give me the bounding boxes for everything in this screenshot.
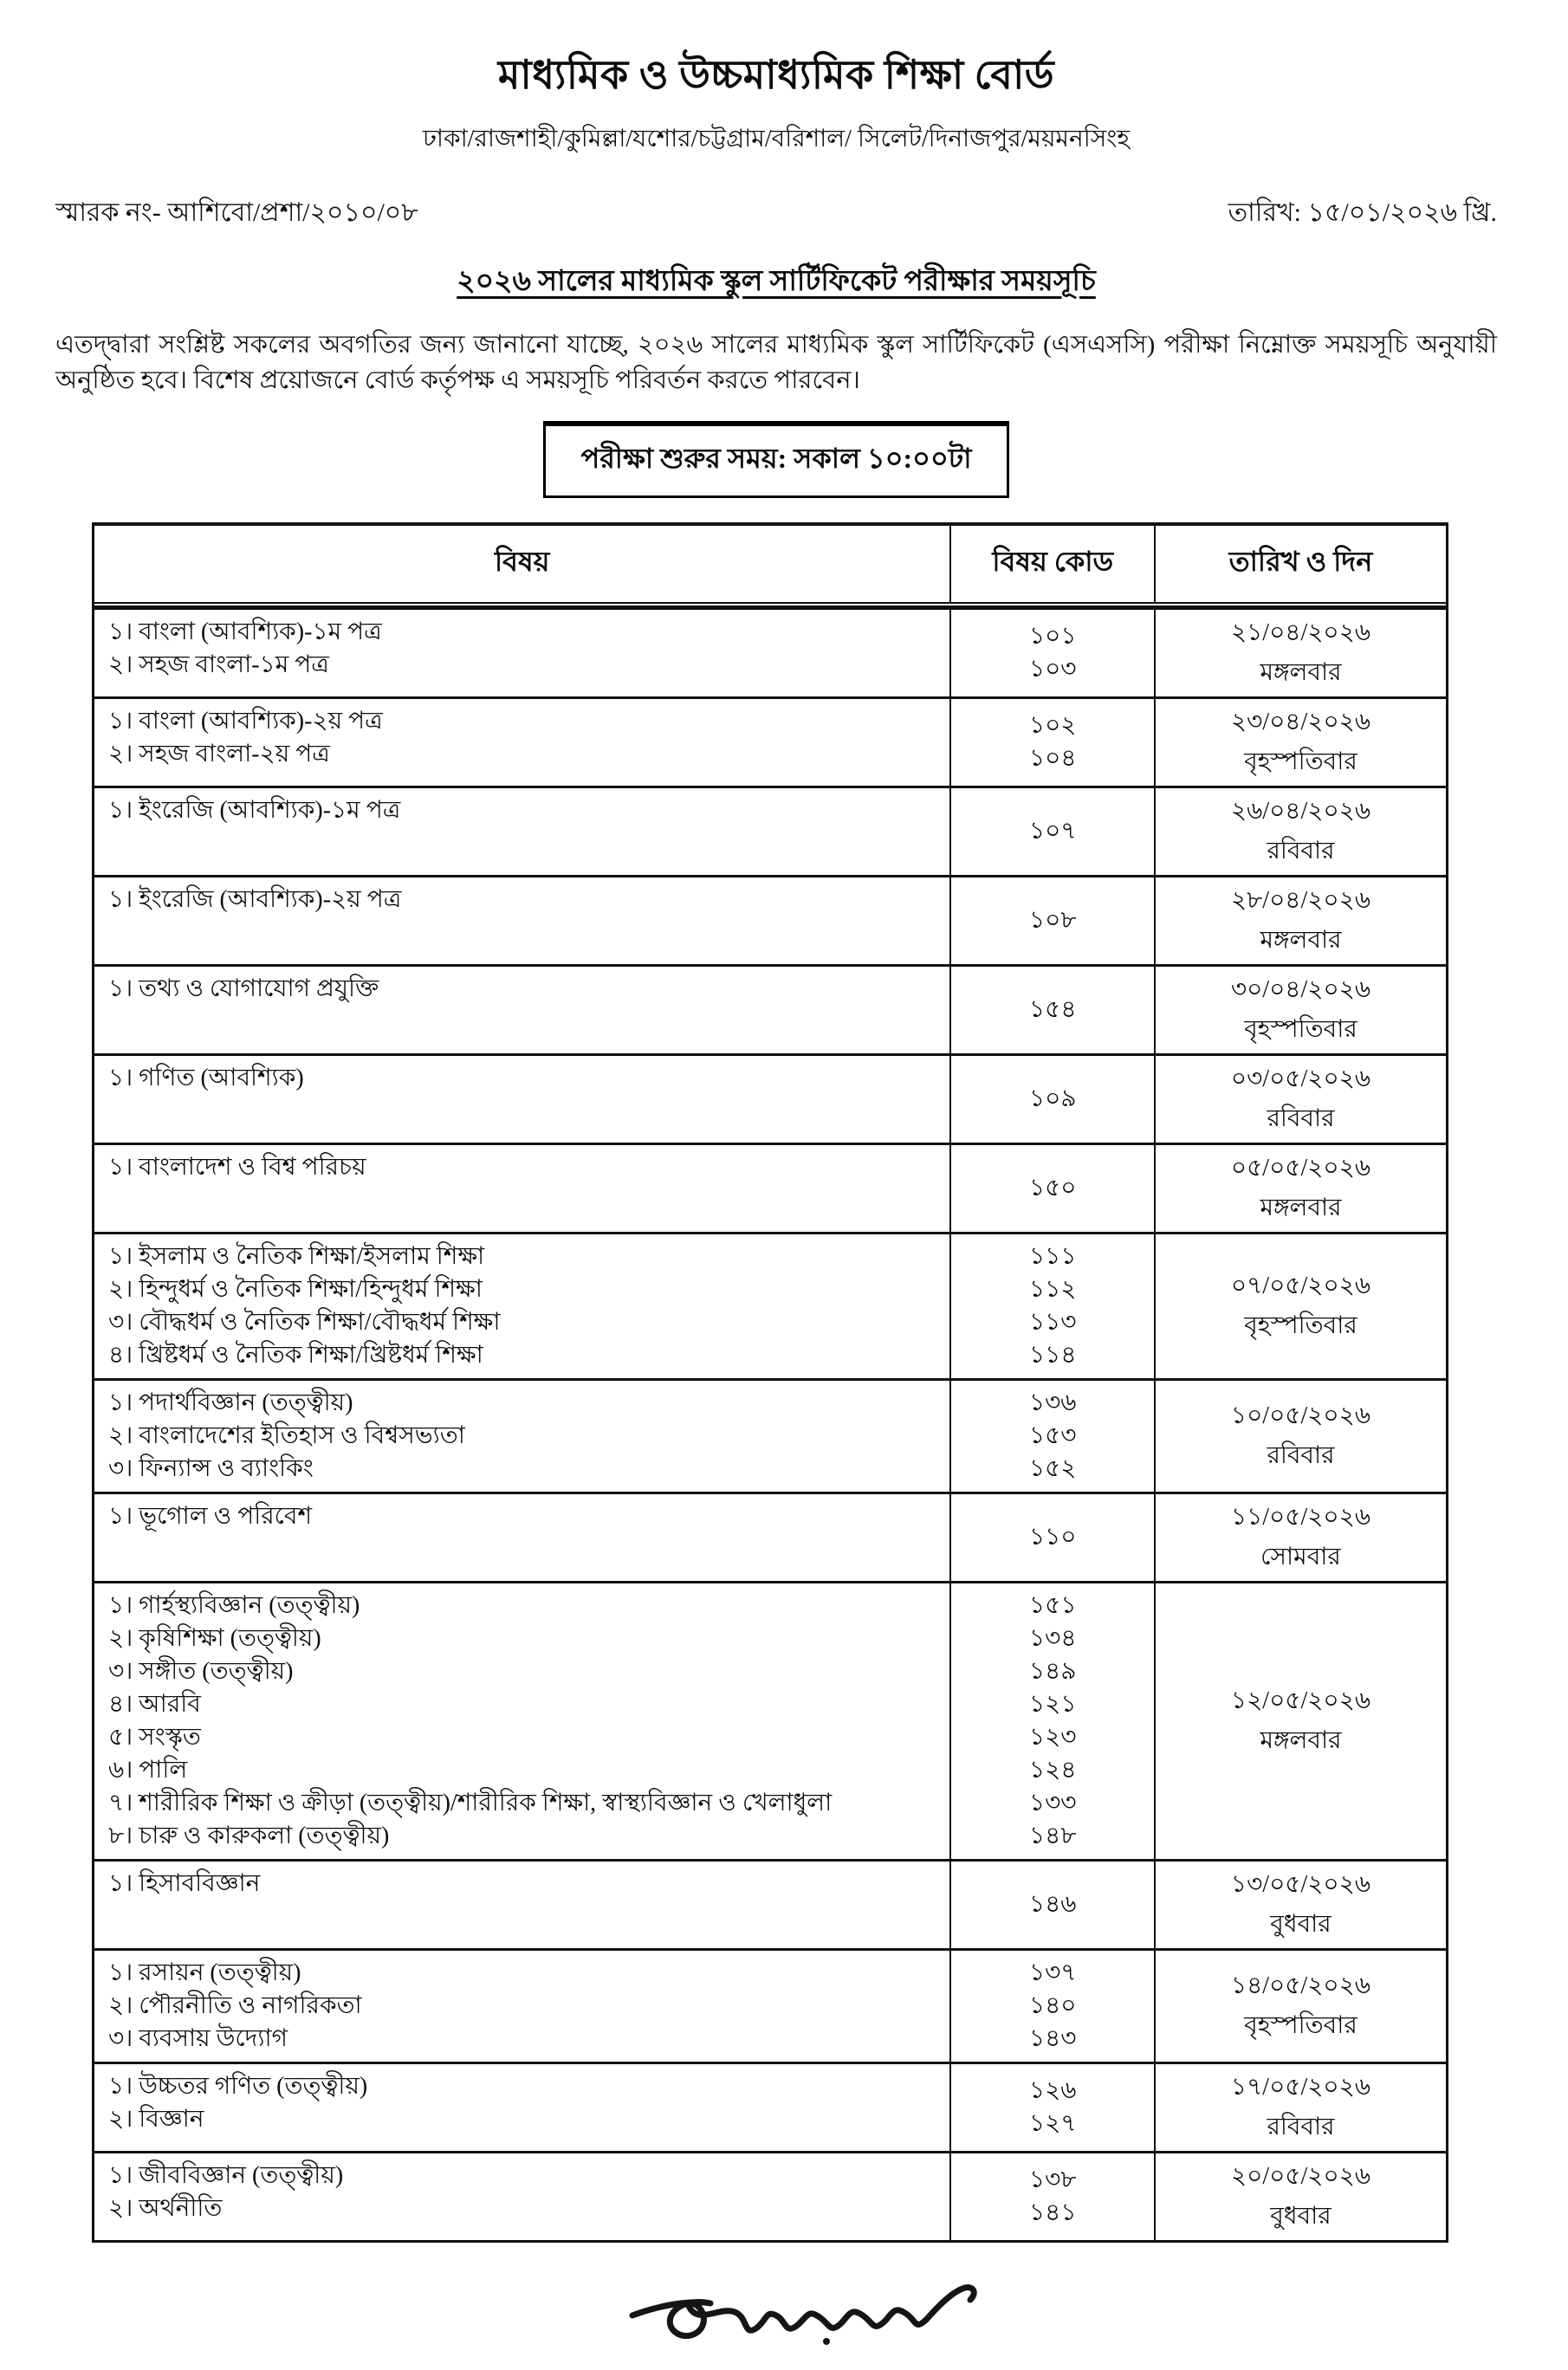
subject-code-value: ১০২ xyxy=(1028,712,1077,740)
subject-line: ২। কৃষিশিক্ষা (তত্ত্বীয়) xyxy=(108,1625,321,1653)
date-day-cell xyxy=(1154,1494,1446,1581)
subject-line: ১। তথ্য ও যোগাযোগ প্রযুক্তি xyxy=(108,975,379,1003)
date-day-cell xyxy=(1154,1234,1446,1378)
subject-code-value: ১১৪ xyxy=(1028,1342,1077,1370)
table-row xyxy=(94,607,1446,696)
date-value: ৩০/০৪/২০২৬ xyxy=(1230,976,1371,1004)
date-day-cell xyxy=(1154,1951,1446,2062)
column-header-date-day: তারিখ ও দিন xyxy=(1154,526,1446,602)
schedule-title: ২০২৬ সালের মাধ্যমিক স্কুল সার্টিফিকেট পরীক্ষার সময়সূচি xyxy=(457,266,1096,297)
subject-code-cell xyxy=(949,2153,1154,2240)
subject-code-value: ১১১ xyxy=(1028,1243,1077,1271)
subject-line: ১। ভূগোল ও পরিবেশ xyxy=(108,1503,313,1531)
table-row xyxy=(94,786,1446,875)
signature-area xyxy=(617,2262,998,2366)
date-value: ২৬/০৪/২০২৬ xyxy=(1230,798,1371,826)
subject-cell xyxy=(94,1494,949,1581)
column-header-subject-code: বিষয় কোড xyxy=(949,526,1154,602)
subject-code-value: ১৫০ xyxy=(1028,1175,1077,1202)
date-day-cell xyxy=(1154,788,1446,875)
subject-line: ৩। সঙ্গীত (তত্ত্বীয়) xyxy=(108,1658,294,1686)
subject-line: ১। ইসলাম ও নৈতিক শিক্ষা/ইসলাম শিক্ষা xyxy=(108,1243,485,1271)
date-day-cell xyxy=(1154,610,1446,696)
subject-line: ১। জীববিজ্ঞান (তত্ত্বীয়) xyxy=(108,2162,344,2190)
subject-code-value: ১০৩ xyxy=(1028,656,1077,683)
date-value: ০৫/০৫/২০২৬ xyxy=(1230,1155,1371,1182)
subject-code-cell xyxy=(949,1494,1154,1581)
subject-code-value: ১৩৩ xyxy=(1028,1790,1077,1817)
subject-line: ২। বাংলাদেশের ইতিহাস ও বিশ্বসভ্যতা xyxy=(108,1422,465,1450)
day-value: বৃহস্পতিবার xyxy=(1244,1312,1357,1340)
subject-line: ১। বাংলা (আবশ্যিক)-১ম পত্র xyxy=(108,618,382,646)
subject-code-value: ১২৩ xyxy=(1028,1724,1077,1752)
subject-code-cell xyxy=(949,1862,1154,1948)
subject-line: ২। অর্থনীতি xyxy=(108,2195,223,2223)
date-value: ১৩/০৫/২০২৬ xyxy=(1230,1871,1371,1899)
subject-cell xyxy=(94,1862,949,1948)
subject-line: ৩। বৌদ্ধধর্ম ও নৈতিক শিক্ষা/বৌদ্ধধর্ম শিক্ষা xyxy=(108,1309,501,1337)
date-value: ২৮/০৪/২০২৬ xyxy=(1230,887,1371,915)
table-header-row xyxy=(94,526,1446,607)
table-row xyxy=(94,1859,1446,1948)
subject-cell xyxy=(94,699,949,786)
subject-code-value: ১৪৯ xyxy=(1028,1658,1077,1686)
subject-code-value: ১২৪ xyxy=(1028,1757,1077,1784)
subject-line: ৪। খ্রিষ্টধর্ম ও নৈতিক শিক্ষা/খ্রিষ্টধর্ম শিক্ষা xyxy=(108,1342,483,1370)
subject-code-value: ১৪০ xyxy=(1028,1992,1077,2020)
subject-code-value: ১০৭ xyxy=(1028,818,1077,845)
date-day-cell xyxy=(1154,967,1446,1053)
subject-code-cell xyxy=(949,1951,1154,2062)
subject-code-cell xyxy=(949,1145,1154,1232)
table-row xyxy=(94,1143,1446,1232)
subject-line: ৪। আরবি xyxy=(108,1691,201,1719)
subject-code-value: ১৫৪ xyxy=(1028,996,1077,1024)
day-value: সোমবার xyxy=(1260,1544,1341,1571)
subject-code-value: ১১৩ xyxy=(1028,1309,1077,1337)
date-value: ১১/০৫/২০২৬ xyxy=(1230,1504,1371,1531)
subject-code-value: ১৩৬ xyxy=(1028,1389,1077,1417)
subject-cell xyxy=(94,1234,949,1378)
date-day-cell xyxy=(1154,1145,1446,1232)
subject-line: ২। বিজ্ঞান xyxy=(108,2106,204,2134)
subject-code-value: ১০৯ xyxy=(1028,1085,1077,1113)
start-time-box-wrap xyxy=(55,421,1497,498)
subject-code-cell xyxy=(949,1056,1154,1143)
subject-code-value: ১২৬ xyxy=(1028,2077,1077,2105)
exam-schedule-table xyxy=(92,522,1448,2243)
subject-cell xyxy=(94,1145,949,1232)
day-value: মঙ্গলবার xyxy=(1260,1727,1342,1755)
day-value: রবিবার xyxy=(1267,1442,1335,1470)
date-day-cell xyxy=(1154,1583,1446,1859)
subject-line: ২। পৌরনীতি ও নাগরিকতা xyxy=(108,1992,362,2020)
subject-code-value: ১৪৩ xyxy=(1028,2025,1077,2053)
day-value: মঙ্গলবার xyxy=(1260,659,1342,687)
subject-line: ৮। চারু ও কারুকলা (তত্ত্বীয়) xyxy=(108,1823,390,1850)
subject-code-value: ১৩৮ xyxy=(1028,2166,1077,2194)
memo-row xyxy=(55,191,1497,236)
subject-cell xyxy=(94,1381,949,1492)
subject-cell xyxy=(94,788,949,875)
subject-line: ১। ইংরেজি (আবশ্যিক)-২য় পত্র xyxy=(108,886,402,914)
subject-line: ২। হিন্দুধর্ম ও নৈতিক শিক্ষা/হিন্দুধর্ম শিক্ষা xyxy=(108,1276,483,1304)
signature-icon xyxy=(617,2262,998,2366)
subject-code-value: ১৪১ xyxy=(1028,2199,1077,2227)
subject-code-value: ১২৭ xyxy=(1028,2110,1077,2138)
table-row xyxy=(94,1378,1446,1492)
subject-cell xyxy=(94,1583,949,1859)
subject-line: ১। গার্হস্থ্যবিজ্ঞান (তত্ত্বীয়) xyxy=(108,1592,360,1620)
subject-code-value: ১৫৩ xyxy=(1028,1422,1077,1450)
date-value: ১৪/০৫/২০২৬ xyxy=(1230,1972,1371,2000)
subject-cell xyxy=(94,967,949,1053)
subject-line: ১। হিসাববিজ্ঞান xyxy=(108,1870,261,1898)
subject-code-value: ১৪৮ xyxy=(1028,1823,1077,1850)
day-value: মঙ্গলবার xyxy=(1260,927,1342,955)
day-value: রবিবার xyxy=(1267,838,1335,865)
subject-line: ২। সহজ বাংলা-২য় পত্র xyxy=(108,741,330,768)
day-value: রবিবার xyxy=(1267,2114,1335,2141)
subject-cell xyxy=(94,1056,949,1143)
board-title: মাধ্যমিক ও উচ্চমাধ্যমিক শিক্ষা বোর্ড xyxy=(497,53,1055,97)
date-value: ২৩/০৪/২০২৬ xyxy=(1230,709,1371,736)
date-value: ২১/০৪/২০২৬ xyxy=(1230,619,1371,647)
issue-date: তারিখ: ১৫/০১/২০২৬ খ্রি. xyxy=(1228,198,1497,227)
date-day-cell xyxy=(1154,2064,1446,2151)
subject-cell xyxy=(94,877,949,964)
table-row xyxy=(94,875,1446,964)
subject-code-value: ১২১ xyxy=(1028,1691,1077,1719)
subject-cell xyxy=(94,610,949,696)
subject-code-cell xyxy=(949,610,1154,696)
day-value: মঙ্গলবার xyxy=(1260,1195,1342,1222)
subject-line: ৩। ব্যবসায় উদ্যোগ xyxy=(108,2025,288,2053)
exam-start-time-box: পরীক্ষা শুরুর সময়: সকাল ১০:০০টা xyxy=(543,421,1008,498)
table-row xyxy=(94,2062,1446,2151)
subject-line: ৬। পালি xyxy=(108,1757,188,1784)
subject-line: ১। পদার্থবিজ্ঞান (তত্ত্বীয়) xyxy=(108,1389,353,1417)
document-header xyxy=(55,45,1497,160)
date-day-cell xyxy=(1154,877,1446,964)
date-day-cell xyxy=(1154,1381,1446,1492)
subject-code-value: ১৩৭ xyxy=(1028,1959,1077,1987)
subject-line: ৭। শারীরিক শিক্ষা ও ক্রীড়া (তত্ত্বীয়)/শারীরিক শিক্ষা, স্বাস্থ্যবিজ্ঞান ও খেলাধুলা xyxy=(108,1790,833,1817)
date-value: ১০/০৫/২০২৬ xyxy=(1230,1402,1371,1430)
subject-cell xyxy=(94,2153,949,2240)
table-row xyxy=(94,1053,1446,1143)
subject-code-cell xyxy=(949,1234,1154,1378)
date-value: ০৭/০৫/২০২৬ xyxy=(1230,1272,1371,1300)
day-value: বুধবার xyxy=(1270,1911,1332,1939)
subject-cell xyxy=(94,1951,949,2062)
subject-line: ১। ইংরেজি (আবশ্যিক)-১ম পত্র xyxy=(108,797,401,825)
subject-code-cell xyxy=(949,1583,1154,1859)
subject-code-cell xyxy=(949,877,1154,964)
table-row xyxy=(94,1948,1446,2062)
date-value: ২০/০৫/২০২৬ xyxy=(1230,2163,1371,2191)
table-row xyxy=(94,1492,1446,1581)
day-value: বৃহস্পতিবার xyxy=(1244,748,1357,776)
board-regions: ঢাকা/রাজশাহী/কুমিল্লা/যশোর/চট্টগ্রাম/বরিশাল/ সিলেট/দিনাজপুর/ময়মনসিংহ xyxy=(423,126,1130,152)
date-value: ০৩/০৫/২০২৬ xyxy=(1230,1065,1371,1093)
subject-code-value: ১৫২ xyxy=(1028,1455,1077,1483)
subject-code-value: ১৫১ xyxy=(1028,1592,1077,1620)
table-row xyxy=(94,2151,1446,2240)
date-day-cell xyxy=(1154,2153,1446,2240)
subject-code-cell xyxy=(949,967,1154,1053)
subject-code-cell xyxy=(949,788,1154,875)
date-day-cell xyxy=(1154,1862,1446,1948)
subject-code-value: ১১২ xyxy=(1028,1276,1077,1304)
subject-cell xyxy=(94,2064,949,2151)
column-header-subject: বিষয় xyxy=(495,546,550,578)
subject-code-value: ১০৮ xyxy=(1028,907,1077,935)
date-value: ১২/০৫/২০২৬ xyxy=(1230,1687,1371,1715)
date-day-cell xyxy=(1154,1056,1446,1143)
subject-line: ১। উচ্চতর গণিত (তত্ত্বীয়) xyxy=(108,2073,368,2101)
subject-code-value: ১১০ xyxy=(1028,1524,1077,1551)
subject-line: ৩। ফিন্যান্স ও ব্যাংকিং xyxy=(108,1455,314,1483)
notice-paragraph: এতদ্দ্বারা সংশ্লিষ্ট সকলের অবগতির জন্য জানানো যাচ্ছে, ২০২৬ সালের মাধ্যমিক স্কুল সার্টিফিকেট (এসএসসি) পরীক্ষা নিম্নোক্ত সময়সূচি অনুযায়ী অনুষ্ঠিত হবে। বিশেষ প্রয়োজনে বোর্ড কর্তৃপক্ষ এ সময়সূচি পরিবর্তন করতে পারবেন। xyxy=(55,331,1497,395)
date-day-cell xyxy=(1154,699,1446,786)
subject-code-value: ১৪৬ xyxy=(1028,1891,1077,1919)
subject-line: ১। রসায়ন (তত্ত্বীয়) xyxy=(108,1959,301,1987)
day-value: বুধবার xyxy=(1270,2203,1332,2231)
day-value: বৃহস্পতিবার xyxy=(1244,1016,1357,1044)
subject-code-cell xyxy=(949,2064,1154,2151)
subject-code-value: ১০১ xyxy=(1028,623,1077,651)
subject-code-value: ১০৪ xyxy=(1028,745,1077,773)
table-row xyxy=(94,1232,1446,1378)
subject-code-cell xyxy=(949,1381,1154,1492)
subject-line: ২। সহজ বাংলা-১ম পত্র xyxy=(108,651,329,679)
table-row xyxy=(94,696,1446,786)
subject-code-value: ১৩৪ xyxy=(1028,1625,1077,1653)
day-value: রবিবার xyxy=(1267,1105,1335,1133)
subject-line: ১। বাংলা (আবশ্যিক)-২য় পত্র xyxy=(108,708,383,735)
table-row xyxy=(94,964,1446,1053)
subject-code-cell xyxy=(949,699,1154,786)
date-value: ১৭/০৫/২০২৬ xyxy=(1230,2074,1371,2101)
table-row xyxy=(94,1581,1446,1859)
day-value: বৃহস্পতিবার xyxy=(1244,2012,1357,2040)
subject-line: ১। গণিত (আবশ্যিক) xyxy=(108,1065,304,1092)
memo-number: স্মারক নং- আশিবো/প্রশা/২০১০/০৮ xyxy=(55,198,418,227)
subject-line: ৫। সংস্কৃত xyxy=(108,1724,201,1752)
subject-line: ১। বাংলাদেশ ও বিশ্ব পরিচয় xyxy=(108,1154,366,1182)
